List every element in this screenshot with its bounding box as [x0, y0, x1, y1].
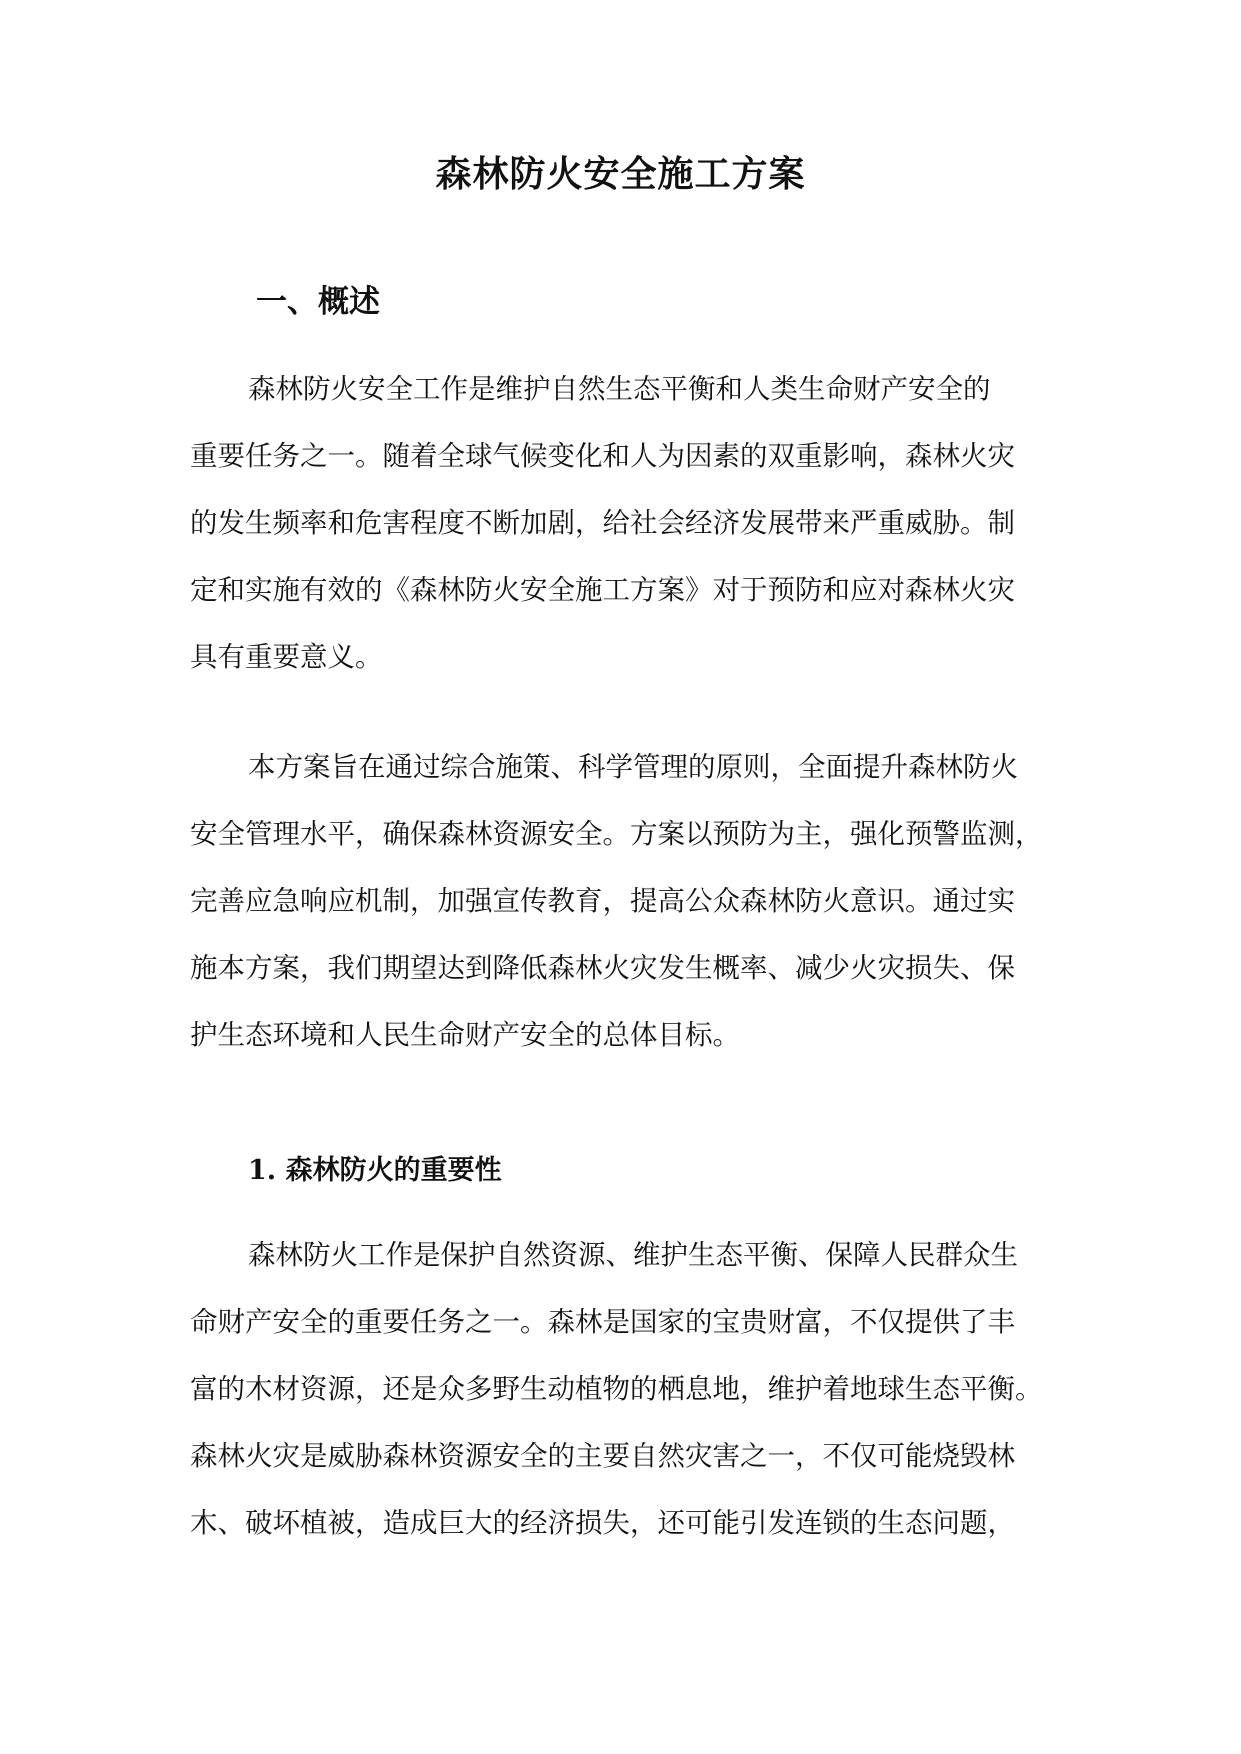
text-line: 的发生频率和危害程度不断加剧，给社会经济发展带来严重威胁。制 [190, 507, 1015, 539]
text-line: 森林防火安全工作是维护自然生态平衡和人类生命财产安全的 [248, 373, 991, 405]
text-line: 完善应急响应机制，加强宣传教育，提高公众森林防火意识。通过实 [190, 885, 1015, 917]
text-line: 森林火灾是威胁森林资源安全的主要自然灾害之一，不仅可能烧毁林 [190, 1440, 1015, 1472]
text-line: 施本方案，我们期望达到降低森林火灾发生概率、减少火灾损失、保 [190, 952, 1015, 984]
text-line: 命财产安全的重要任务之一。森林是国家的宝贵财富，不仅提供了丰 [190, 1306, 1015, 1338]
text-line: 安全管理水平，确保森林资源安全。方案以预防为主，强化预警监测， [190, 818, 1043, 850]
text-line: 具有重要意义。 [190, 641, 383, 673]
subsection-heading-importance: 1. 森林防火的重要性 [248, 1155, 502, 1186]
text-line: 重要任务之一。随着全球气候变化和人为因素的双重影响，森林火灾 [190, 440, 1015, 472]
text-line: 护生态环境和人民生命财产安全的总体目标。 [190, 1019, 740, 1051]
document-title: 森林防火安全施工方案 [435, 153, 806, 195]
text-line: 定和实施有效的《森林防火安全施工方案》对于预防和应对森林火灾 [190, 574, 1015, 606]
paragraph-overview-2 [190, 734, 1056, 1069]
text-line: 森林防火工作是保护自然资源、维护生态平衡、保障人民群众生 [248, 1239, 1018, 1271]
section-heading-overview: 一、概述 [256, 284, 380, 320]
text-line: 本方案旨在通过综合施策、科学管理的原则，全面提升森林防火 [248, 751, 1018, 783]
text-line: 富的木材资源，还是众多野生动植物的栖息地，维护着地球生态平衡。 [190, 1373, 1043, 1405]
paragraph-overview-1 [190, 356, 1056, 691]
text-line: 木、破坏植被，造成巨大的经济损失，还可能引发连锁的生态问题， [190, 1507, 1015, 1539]
paragraph-importance [190, 1222, 1056, 1557]
